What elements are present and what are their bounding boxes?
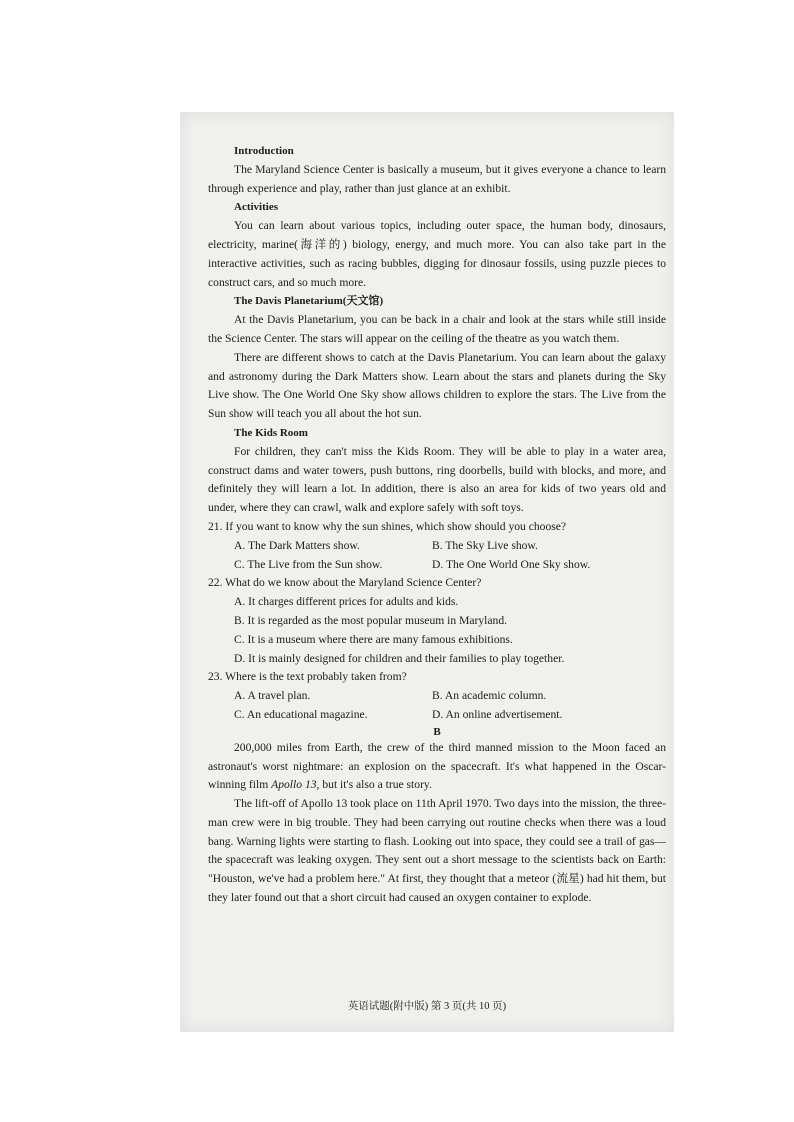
paragraph-planetarium-2: There are different shows to catch at the Davis Planetarium. You can learn about the galaxy and astronomy during the Dark Matters show. Learn about the stars and planets during the Sky Live show. The One World One Sky show allows children to explore the stars. The Live from the Sun show will teach you all about the hot sun. <box>208 350 666 421</box>
heading-introduction: Introduction <box>234 145 294 157</box>
heading-planetarium: The Davis Planetarium(天文馆) <box>234 295 384 308</box>
paragraph-activities: You can learn about various topics, including outer space, the human body, dinosaurs, electricity, marine(海洋的) biology, energy, and much more. You can also take part in the interactive activities, such as racing bubbles, digging for dinosaur fossils, using puzzle pieces to construct cars, and so much more. <box>208 219 666 289</box>
question-21: 21. If you want to know why the sun shines, which show should you choose? <box>208 519 567 533</box>
film-title: Apollo 13 <box>271 778 317 792</box>
option-23-c: C. An educational magazine. <box>234 707 368 721</box>
option-21-d: D. The One World One Sky show. <box>432 557 591 571</box>
option-21-b: B. The Sky Live show. <box>432 538 538 552</box>
page-footer: 英语试题(附中版) 第 3 页(共 10 页) <box>347 1001 507 1012</box>
option-22-d: D. It is mainly designed for children and their families to play together. <box>234 651 565 665</box>
question-23-options-row-1 <box>208 687 666 706</box>
section-b-label: B <box>433 725 441 738</box>
option-23-a: A. A travel plan. <box>234 689 311 703</box>
option-23-d: D. An online advertisement. <box>432 707 563 721</box>
question-21-options-row-2 <box>208 556 666 575</box>
heading-kids-room: The Kids Room <box>234 426 308 439</box>
question-23-options-row-2 <box>208 706 666 725</box>
paragraph-b-1-start: 200,000 miles from Earth, the crew of the third manned mission to the Moon faced an astronaut's worst nightmare: an explosion on the spacecraft. It's what happened in the Oscar-winning film <box>208 740 666 792</box>
paragraph-planetarium-1: At the Davis Planetarium, you can be back in a chair and look at the stars while still inside the Science Center. The stars will appear on the ceiling of the theatre as you watch them. <box>208 313 666 345</box>
option-22-a: A. It charges different prices for adults and kids. <box>234 595 459 609</box>
option-22-c: C. It is a museum where there are many famous exhibitions. <box>234 632 513 646</box>
question-21-options-row-1 <box>208 537 666 556</box>
paragraph-introduction: The Maryland Science Center is basically a museum, but it gives everyone a chance to learn through experience and play, rather than just glance at an exhibit. <box>208 162 666 195</box>
question-22: 22. What do we know about the Maryland Science Center? <box>208 576 482 590</box>
paragraph-kids-room: For children, they can't miss the Kids Room. They will be able to play in a water area, construct dams and water towers, push buttons, ring doorbells, build with blocks, and more, and definitely they will learn a lot. In addition, there is also an area for kids of two years old and under, where they can crawl, walk and explore safely with soft toys. <box>208 444 666 515</box>
exam-page <box>180 112 674 1032</box>
question-23: 23. Where is the text probably taken from? <box>208 670 407 684</box>
paragraph-b-1 <box>208 739 666 795</box>
option-23-b: B. An academic column. <box>432 689 547 703</box>
paragraph-b-2: The lift-off of Apollo 13 took place on 11th April 1970. Two days into the mission, the three-man crew were in big trouble. They had been carrying out routine checks when there was a loud bang. Warning lights were starting to flash. Looking out into space, they could see a trail of gas—the spacecraft was leaking oxygen. They sent out a short message to the scientists back on Earth: "Houston, we've had a problem here." At first, they thought that a meteor (流星) had hit them, but they later found out that a short circuit had caused an oxygen container to explode. <box>208 797 666 905</box>
paragraph-b-1-end: , but it's also a true story. <box>316 778 432 792</box>
passage-a <box>208 142 666 908</box>
option-21-c: C. The Live from the Sun show. <box>234 557 383 571</box>
option-22-b: B. It is regarded as the most popular museum in Maryland. <box>234 613 508 627</box>
option-21-a: A. The Dark Matters show. <box>234 538 360 552</box>
heading-activities: Activities <box>234 201 278 214</box>
